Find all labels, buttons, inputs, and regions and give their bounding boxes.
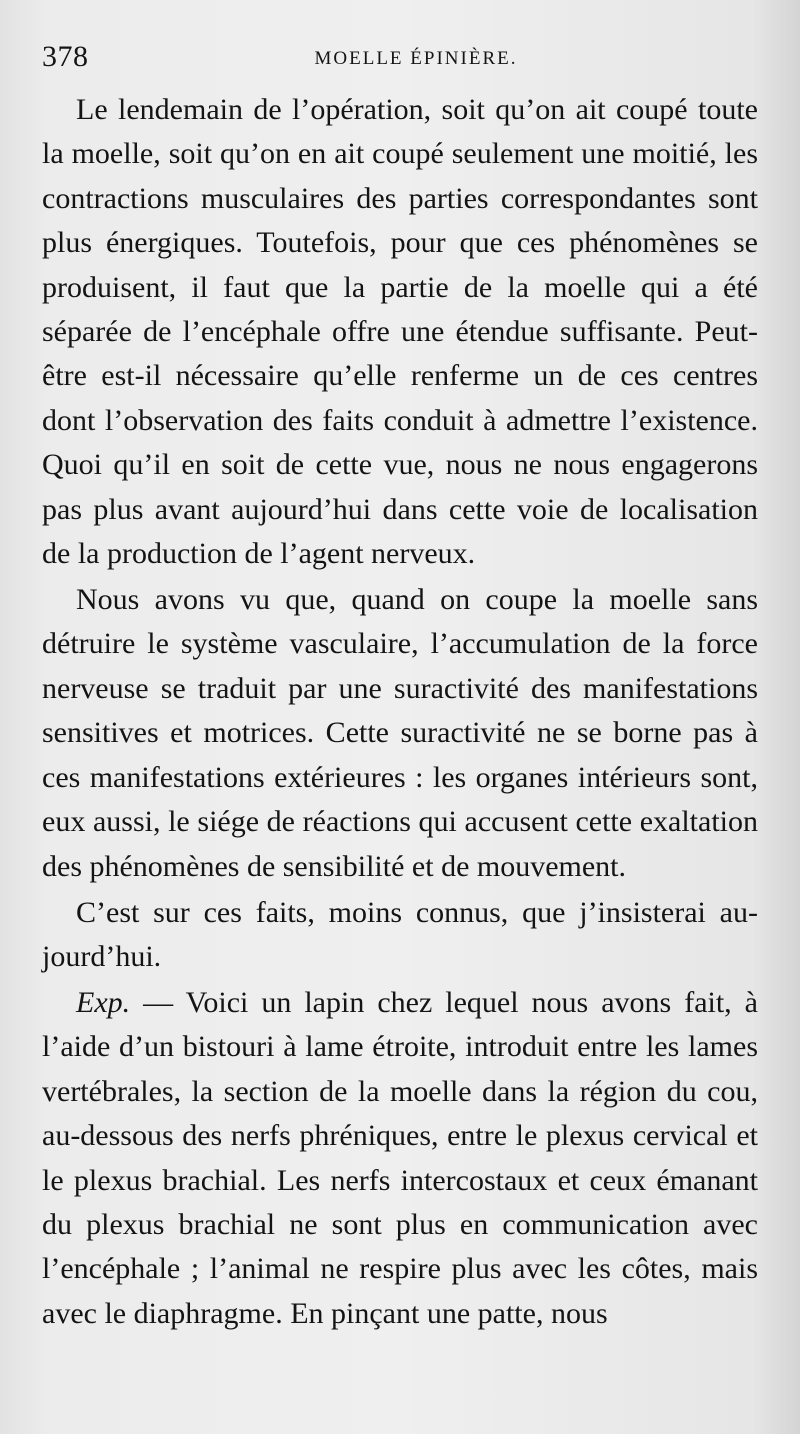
paragraph: Le lendemain de l’opération, soit qu’on ait coupé toute la moelle, soit qu’on en ait coupé seulement une moitié, les contractions musculaires des parties correspondantes sont plus énergiques. Toutefois, pour que ces phénomènes se produisent, il faut que la partie de la moelle qui a été séparée de l’encéphale offre une étendue suffisante. Peut-être est-il nécessaire qu’elle renferme un de ces centres dont l’observation des faits conduit à admettre l’existence. Quoi qu’il en soit de cette vue, nous ne nous engagerons pas plus avant aujourd’hui dans cette voie de localisation de la production de l’agent nerveux. (42, 93, 758, 571)
page-number: 378 (42, 40, 89, 73)
paragraph-text: — Voici un lapin chez lequel nous avons fait, à l’aide d’un bistouri à lame étroite, introduit entre les lames vertébrales, la section de la moelle dans la région du cou, au-dessous des nerfs phréniques, entre le plexus cervical et le plexus brachial. Les nerfs intercostaux et ceux émanant du plexus brachial ne sont plus en communication avec l’encéphale ; l’animal ne respire plus avec les côtes, mais avec le diaphragme. En pinçant une patte, nous (42, 985, 758, 1330)
page-header (42, 36, 760, 80)
paragraph: C’est sur ces faits, moins connus, que j’insisterai aujourd’hui. (42, 895, 758, 973)
body-text (42, 88, 758, 1336)
paragraph: Nous avons vu que, quand on coupe la moelle sans détruire le système vasculaire, l’accumulation de la force nerveuse se traduit par une suractivité des manifestations sensitives et motrices. Cette suractivité ne se borne pas à ces manifestations extérieures : les organes intérieurs sont, eux aussi, le siége de réactions qui accusent cette exaltation des phénomènes de sensibilité et de mouvement. (42, 583, 758, 883)
experiment-label: Exp. (76, 985, 131, 1019)
running-head: MOELLE ÉPINIÈRE. (314, 48, 518, 69)
paragraph (42, 981, 758, 1336)
